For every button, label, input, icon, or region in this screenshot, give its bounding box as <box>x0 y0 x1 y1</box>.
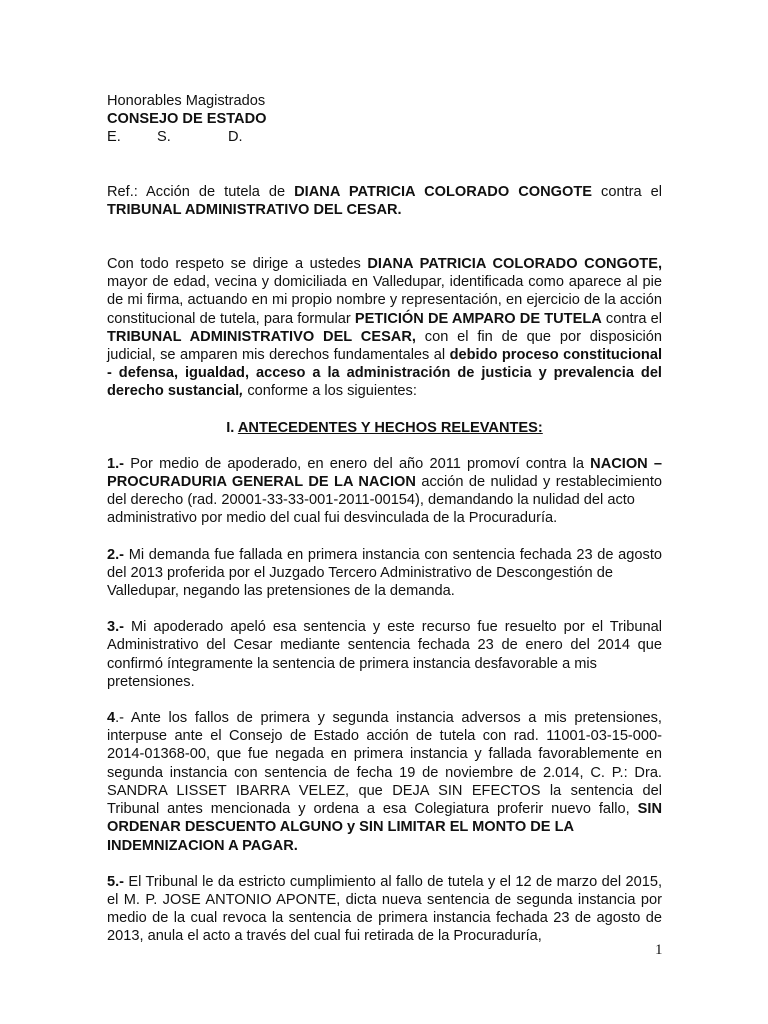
fact-1: 1.- Por medio de apoderado, en enero del año 2011 promoví contra la NACION – PROCURADURIA GENERAL DE LA NACION acción de nulidad y restablecimiento del derecho (rad. 20001-33-33-001-2011-00154), demandando la nulidad del acto administrativo por medio del cual fui desvinculada de la Procuraduría. <box>107 455 663 527</box>
esd-s: S. <box>157 129 171 146</box>
fact-3: 3.- Mi apoderado apeló esa sentencia y este recurso fue resuelto por el Tribunal Administrativo del Cesar mediante sentencia fechada 23 de enero del 2014 que confirmó íntegramente la sentencia de primera instancia desfavorable a mis pretensiones. <box>107 619 662 690</box>
ref-line-2: TRIBUNAL ADMINISTRATIVO DEL CESAR. <box>107 201 402 218</box>
fact-5: 5.- El Tribunal le da estricto cumplimiento al fallo de tutela y el 12 de marzo del 2015, el M. P. JOSE ANTONIO APONTE, dicta nueva sentencia de segunda instancia por medio de la cual revoca la sentencia de primera instancia fechada 23 de agosto de 2013, anula el acto a través del cual fui retirada de la Procuraduría, <box>107 873 662 945</box>
esd-d: D. <box>228 129 243 146</box>
esd-e: E. <box>107 129 121 146</box>
page-number: 1 <box>655 942 663 958</box>
intro-paragraph: Con todo respeto se dirige a ustedes DIANA PATRICIA COLORADO CONGOTE, mayor de edad, vecina y domiciliada en Valledupar, identificada como aparece al pie de mi firma, actuando en mi propio nombre y representación, en ejercicio de la acción constitucional de tutela, para formular PETICIÓN DE AMPARO DE TUTELA contra el TRIBUNAL ADMINISTRATIVO DEL CESAR, con el fin de que por disposición judicial, se amparen mis derechos fundamentales al debido proceso constitucional - defensa, igualdad, acceso a la administración de justicia y prevalencia del derecho sustancial, conforme a los siguientes: <box>107 256 663 400</box>
court-name: CONSEJO DE ESTADO <box>107 111 267 128</box>
ref-line-1: Ref.: Acción de tutela de DIANA PATRICIA COLORADO CONGOTE contra el <box>107 183 662 200</box>
document-page <box>107 92 662 946</box>
fact-2: 2.- Mi demanda fue fallada en primera instancia con sentencia fechada 23 de agosto del 2013 proferida por el Juzgado Tercero Administrativo de Descongestión de Valledupar, negando las pretensiones de la demanda. <box>107 546 662 600</box>
section-heading: I. ANTECEDENTES Y HECHOS RELEVANTES: <box>226 419 543 436</box>
addressee: Honorables Magistrados <box>107 93 266 109</box>
fact-4: 4.- Ante los fallos de primera y segunda instancia adversos a mis pretensiones, interpuse ante el Consejo de Estado acción de tutela con rad. 11001-03-15-000-2014-01368-00, que fue negada en primera instancia y fallada favorablemente en segunda instancia con sentencia de fecha 19 de noviembre de 2.014, C. P.: Dra. SANDRA LISSET IBARRA VELEZ, que DEJA SIN EFECTOS la sentencia del Tribunal antes mencionada y ordena a esa Colegiatura proferir nuevo fallo, SIN ORDENAR DESCUENTO ALGUNO y SIN LIMITAR EL MONTO DE LA INDEMNIZACION A PAGAR. <box>107 710 662 854</box>
esd-line <box>107 128 662 146</box>
